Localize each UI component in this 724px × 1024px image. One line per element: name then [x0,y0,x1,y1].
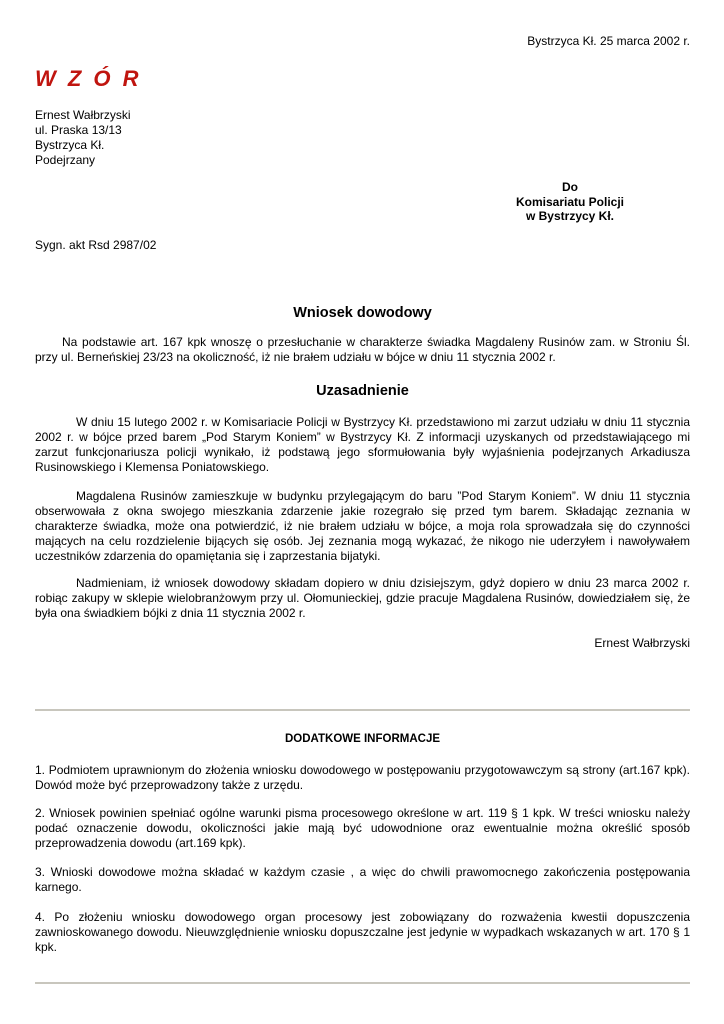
justification-title: Uzasadnienie [316,383,409,399]
justification-paragraph-1: W dniu 15 lutego 2002 r. w Komisariacie Policji w Bystrzycy Kł. przedstawiono mi zarzut udziału w dniu 11 stycznia 2002 r. w bójce przed barem „Pod Starym Koniem” w Bystrzycy Kł. Z informacji uzyskanych od przedstawiającego mi zarzut funkcjonariusza policji wynikało, iż podstawą jego sformułowania były wyjaśnienia podejrzanych Arkadiusza Rusinowskiego i Klemensa Poniatowskiego. [35,415,690,474]
justification-paragraph [35,576,690,621]
recipient-block [490,180,650,224]
motion-body [35,335,690,365]
divider-bottom [35,982,690,984]
divider [35,709,690,711]
sender-role: Podejrzany [35,153,96,167]
motion-body-text: Na podstawie art. 167 kpk wnoszę o przesłuchanie w charakterze świadka Magdaleny Rusinów zam. w Stroniu Śl. przy ul. Berneńskiej 23/23 na okoliczność, iż nie brałem udziału w bójce w dniu 11 stycznia 2002 r. [35,335,690,364]
info-item-4: 4. Po złożeniu wniosku dowodowego organ procesowy jest zobowiązany do rozważenia kwestii dopuszczenia zawnioskowanego dowodu. Nieuwzględnienie wniosku dopuszczalne jest jedynie w wypadkach wskazanych w art. 170 § 1 kpk. [35,910,690,954]
justification-paragraph-2: Magdalena Rusinów zamieszkuje w budynku przylegającym do baru ”Pod Starym Koniem”. W dniu 11 stycznia obserwowała z okna swojego mieszkania zdarzenie jakie rozegrało się przed tym barem. Składając zeznania w charakterze świadka, może ona potwierdzić, iż nie brałem udziału w bójce, a moja rola sprowadzała się do czynności mających na celu rozdzielenie bijących się osób. Jej zeznania mogą wykazać, że nikogo nie uderzyłem i nawoływałem uczestników zdarzenia do opamiętania się i zaprzestania bijatyki. [35,489,690,563]
recipient-line-1: Do [562,180,578,194]
info-item [35,865,690,895]
sender-city: Bystrzyca Kł. [35,138,105,152]
sender-name: Ernest Wałbrzyski [35,108,131,122]
motion-title: Wniosek dowodowy [293,305,432,321]
additional-info-title: DODATKOWE INFORMACJE [284,733,441,745]
signature: Ernest Wałbrzyski [594,636,690,650]
info-item [35,763,690,793]
info-item [35,910,690,955]
case-reference: Sygn. akt Rsd 2987/02 [35,238,157,252]
info-item-3: 3. Wnioski dowodowe można składać w każdym czasie , a więc do chwili prawomocnego zakończenia postępowania karnego. [35,865,690,894]
sender-street: ul. Praska 13/13 [35,123,122,137]
recipient-line-3: w Bystrzycy Kł. [525,209,615,223]
justification-paragraph [35,489,690,564]
justification-paragraph-3: Nadmieniam, iż wniosek dowodowy składam dopiero w dniu dzisiejszym, gdyż dopiero w dniu 23 marca 2002 r. robiąc zakupy w sklepie wielobranżowym przy ul. Ołomunieckiej, gdzie pracuje Magdalena Rusinów, dowiedziałem się, że była ona świadkiem bójki z dnia 11 stycznia 2002 r. [35,576,690,620]
info-item [35,806,690,851]
template-stamp: W Z Ó R [35,66,142,91]
info-item-1: 1. Podmiotem uprawnionym do złożenia wniosku dowodowego w postępowaniu przygotowawczym są strony (art.167 kpk). Dowód może być przeprowadzony także z urzędu. [35,763,690,792]
document-date: Bystrzyca Kł. 25 marca 2002 r. [527,34,690,48]
recipient-line-2: Komisariatu Policji [515,194,625,209]
justification-paragraph [35,415,690,475]
sender-block [35,108,131,168]
info-item-2: 2. Wniosek powinien spełniać ogólne warunki pisma procesowego określone w art. 119 § 1 kpk. W treści wniosku należy podać oznaczenie dowodu, okoliczności jakie mają być udowodnione oraz ewentualnie można określić sposób przeprowadzenia dowodu (art.169 kpk). [35,806,690,850]
